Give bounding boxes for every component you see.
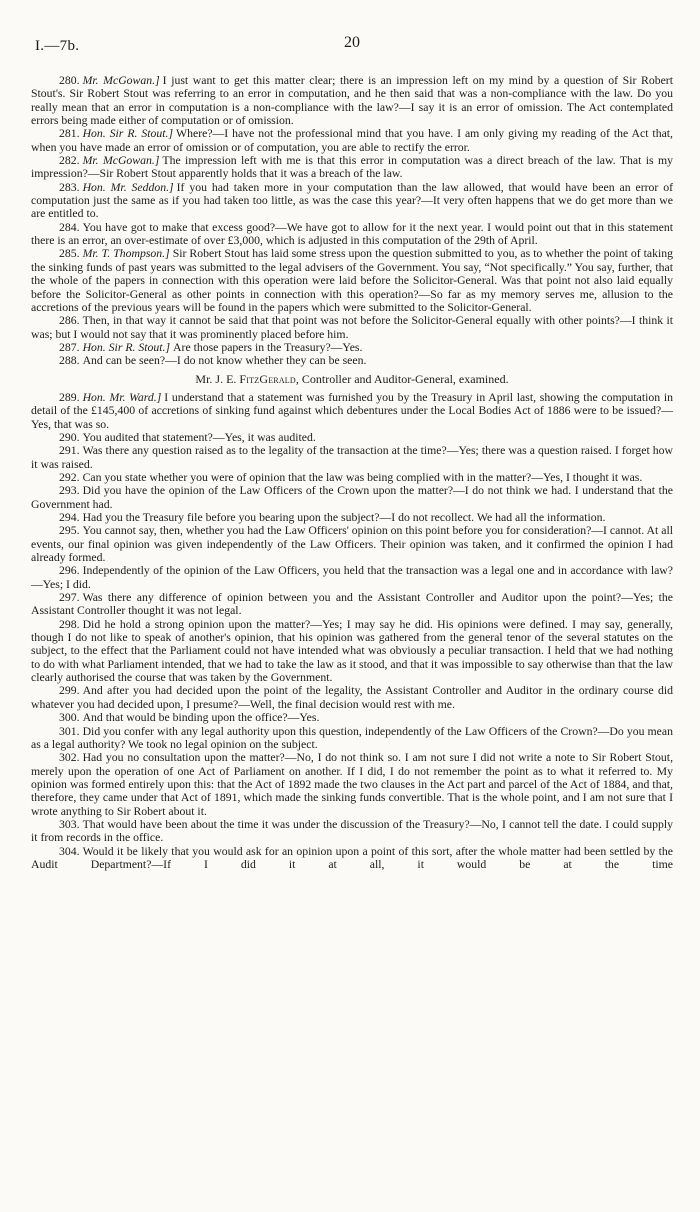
question-text: The impression left with me is that this error in computation was a direct breach of the law. That is my impression?—Sir Robert Stout apparently holds that it was a breach of the law. [31,154,673,181]
question-paragraph [31,127,673,154]
question-text: Was there any question raised as to the legality of the transaction at the time?—Yes; there was a question raised. I forget how it was raised. [31,444,673,471]
question-paragraph [31,684,673,711]
question-text: That would have been about the time it was under the discussion of the Treasury?—No, I cannot tell the date. I could supply it from records in the office. [31,817,673,845]
question-text: I understand that a statement was furnished you by the Treasury in April last, showing the computation in detail of the £145,400 of accretions of sinking fund against which debentures under the Local Bodies Act of 1886 were to be issued?—Yes, that was so. [31,390,673,431]
question-text: You have got to make that excess good?—We have got to allow for it the next year. I would point out that in this statement there is an error, an over-estimate of over £3,000, which is adjusted in this computation of the 29th of April. [31,220,673,248]
question-number: 292. [59,470,80,484]
question-text: Can you state whether you were of opinion that the law was being complied with in the matter?—Yes, I thought it was. [82,470,643,484]
question-paragraph [31,354,673,367]
question-text: And after you had decided upon the point of the legality, the Assistant Controller and Auditor in the ordinary course did whatever you had decided upon, I presume?—Well, the final decision would rest with me. [31,684,673,711]
question-number: 304. [59,844,80,858]
question-text: Did you have the opinion of the Law Officers of the Crown upon the matter?—I do not think we had. I understand that the Government had. [31,484,673,511]
question-text: Was there any difference of opinion between you and the Assistant Controller and Auditor upon the point?—Yes; the Assistant Controller thought it was not legal. [31,591,673,618]
speaker-name: Hon. Sir R. Stout.] [82,340,171,354]
question-paragraph [31,154,673,181]
paper-reference: I.—7b. [35,38,80,54]
question-number: 280. [59,74,80,87]
question-paragraph [31,314,673,341]
question-text: I just want to get this matter clear; there is an impression left on my mind by a question of Sir Robert Stout's. Sir Robert Stout was referring to an error in computation, and he then said that was a non-compliance with the law. Do you really mean that an error in computation is a non-compliance with the law?—I say it is an error of omission. The Act contemplated errors being made either of computation or of omission. [31,74,673,128]
question-text: Sir Robert Stout has laid some stress upon the question submitted to you, as to whether the point of taking the sinking funds of past years was submitted to the legal advisers of the Government. You say, “Not specifically.” You say, further, that the whole of the papers in connection with this operation were laid before the Solicitor-General. Was that point not also laid equally before the Solicitor-General as other points in connection with this operation?—So far as my memory serves me, allusion to the accretions of the previous years will be found in the papers which were submitted to the Solicitor-General. [31,247,673,314]
question-number: 297. [59,591,80,605]
page-number: 20 [344,34,360,51]
question-number: 293. [59,484,80,498]
question-text: And that would be binding upon the office?—Yes. [82,711,320,725]
question-paragraph [31,74,673,127]
question-paragraph [31,711,673,724]
question-paragraph [31,181,673,221]
question-text: Did he hold a strong opinion upon the matter?—Yes; I may say he did. His opinions were defined. I may say, generally, though I do not like to speak of another's opinion, that his opinion was gathered from the general tenor of the several statutes on the subject, to the effect that the Parliament could not have intended what was obviously a peculiar transaction. I held that we had nothing to do with what Parliament intended, that we had to take the law as it stood, and that it was impossible to say otherwise than that the law clearly authorised the course that was taken by the Government. [31,617,673,685]
speaker-name: Mr. McGowan.] [82,74,160,87]
question-paragraph [31,845,673,872]
question-number: 294. [59,511,80,524]
question-text: Where?—I have not the professional mind that you have. I am only giving my reading of the Act that, when you have made an error of omission or of computation, you are able to rectify the error. [31,127,673,154]
witness-heading: Mr. J. E. FitzGerald, Controller and Auditor-General, examined. [195,371,509,386]
question-text: Did you confer with any legal authority upon this question, independently of the Law Officers of the Crown?—Do you mean as a legal authority? We took no legal opinion on the subject. [31,724,673,751]
question-number: 298. [59,617,80,631]
question-paragraph [31,484,673,511]
question-paragraph [31,524,673,564]
question-number: 287. [59,340,80,354]
question-paragraph [31,221,673,248]
question-number: 281. [59,127,80,141]
question-number: 284. [59,220,80,234]
question-paragraph [31,391,673,431]
page-header [31,30,673,74]
question-number: 302. [59,751,80,765]
evidence-section-2 [31,391,673,871]
question-number: 295. [59,524,80,538]
question-text: You cannot say, then, whether you had the Law Officers' opinion on this point before you for consideration?—I cannot. At all events, our final opinion was given independently of the Law Officers. Their opinion was taken, and it confirmed the opinion I had already formed. [31,524,673,565]
speaker-name: Mr. McGowan.] [82,154,160,168]
question-text: If you had taken more in your computation than the law allowed, that would have been an error of computation just the same as if you had taken too little, as was the case this year?—It very often happens that we do get more than we are entitled to. [31,180,673,221]
speaker-name: Hon. Mr. Seddon.] [82,180,174,194]
question-number: 286. [59,314,80,328]
question-paragraph [31,725,673,752]
question-number: 291. [59,444,80,458]
question-paragraph [31,818,673,845]
question-paragraph [31,591,673,618]
question-paragraph [31,341,673,354]
question-text: Would it be likely that you would ask for an opinion upon a point of this sort, after the whole matter had been settled by the Audit Department?—If I did it at all, it would be at the time [31,844,673,871]
question-number: 288. [59,354,80,368]
speaker-name: Hon. Mr. Ward.] [82,390,162,404]
question-paragraph [31,751,673,818]
question-paragraph [31,618,673,685]
evidence-body [31,74,673,871]
question-number: 285. [59,247,80,261]
question-text: Independently of the opinion of the Law Officers, you held that the transaction was a legal one and in accordance with law?—Yes; I did. [31,564,673,591]
question-text: Had you no consultation upon the matter?—No, I do not think so. I am not sure I did not write a note to Sir Robert Stout, merely upon the operation of one Act of Parliament on another. If I did, I do not remember the point as to what it referred to. My opinion was formed entirely upon this: that the Act of 1892 made the two clauses in the Act part and parcel of the Act of 1884, and that, therefore, they came under that Act of 1891, which made the sinking funds convertible. That is the whole point, and I am not sure that I wrote anything to Sir Robert about it. [31,751,673,818]
question-number: 301. [59,724,80,738]
question-number: 296. [59,564,80,578]
question-text: You audited that statement?—Yes, it was audited. [82,430,316,444]
evidence-section-1 [31,74,673,368]
question-paragraph [31,247,673,314]
question-number: 290. [59,430,80,444]
question-number: 303. [59,817,80,831]
speaker-name: Hon. Sir R. Stout.] [82,127,174,141]
question-paragraph [31,431,673,444]
question-number: 283. [59,180,80,194]
question-text: Had you the Treasury file before you bearing upon the subject?—I do not recollect. We had all the information. [82,511,606,524]
question-number: 299. [59,684,80,698]
question-text: And can be seen?—I do not know whether they can be seen. [82,354,367,368]
question-paragraph [31,444,673,471]
question-number: 300. [59,711,80,725]
question-paragraph [31,511,673,524]
speaker-name: Mr. T. Thompson.] [82,247,170,261]
question-text: Are those papers in the Treasury?—Yes. [173,340,363,354]
question-number: 289. [59,390,80,404]
question-paragraph [31,564,673,591]
question-number: 282. [59,154,80,168]
question-text: Then, in that way it cannot be said that that point was not before the Solicitor-General equally with other points?—I think it was; but I would not say that it was prominently placed before him. [31,314,673,341]
question-paragraph [31,471,673,484]
